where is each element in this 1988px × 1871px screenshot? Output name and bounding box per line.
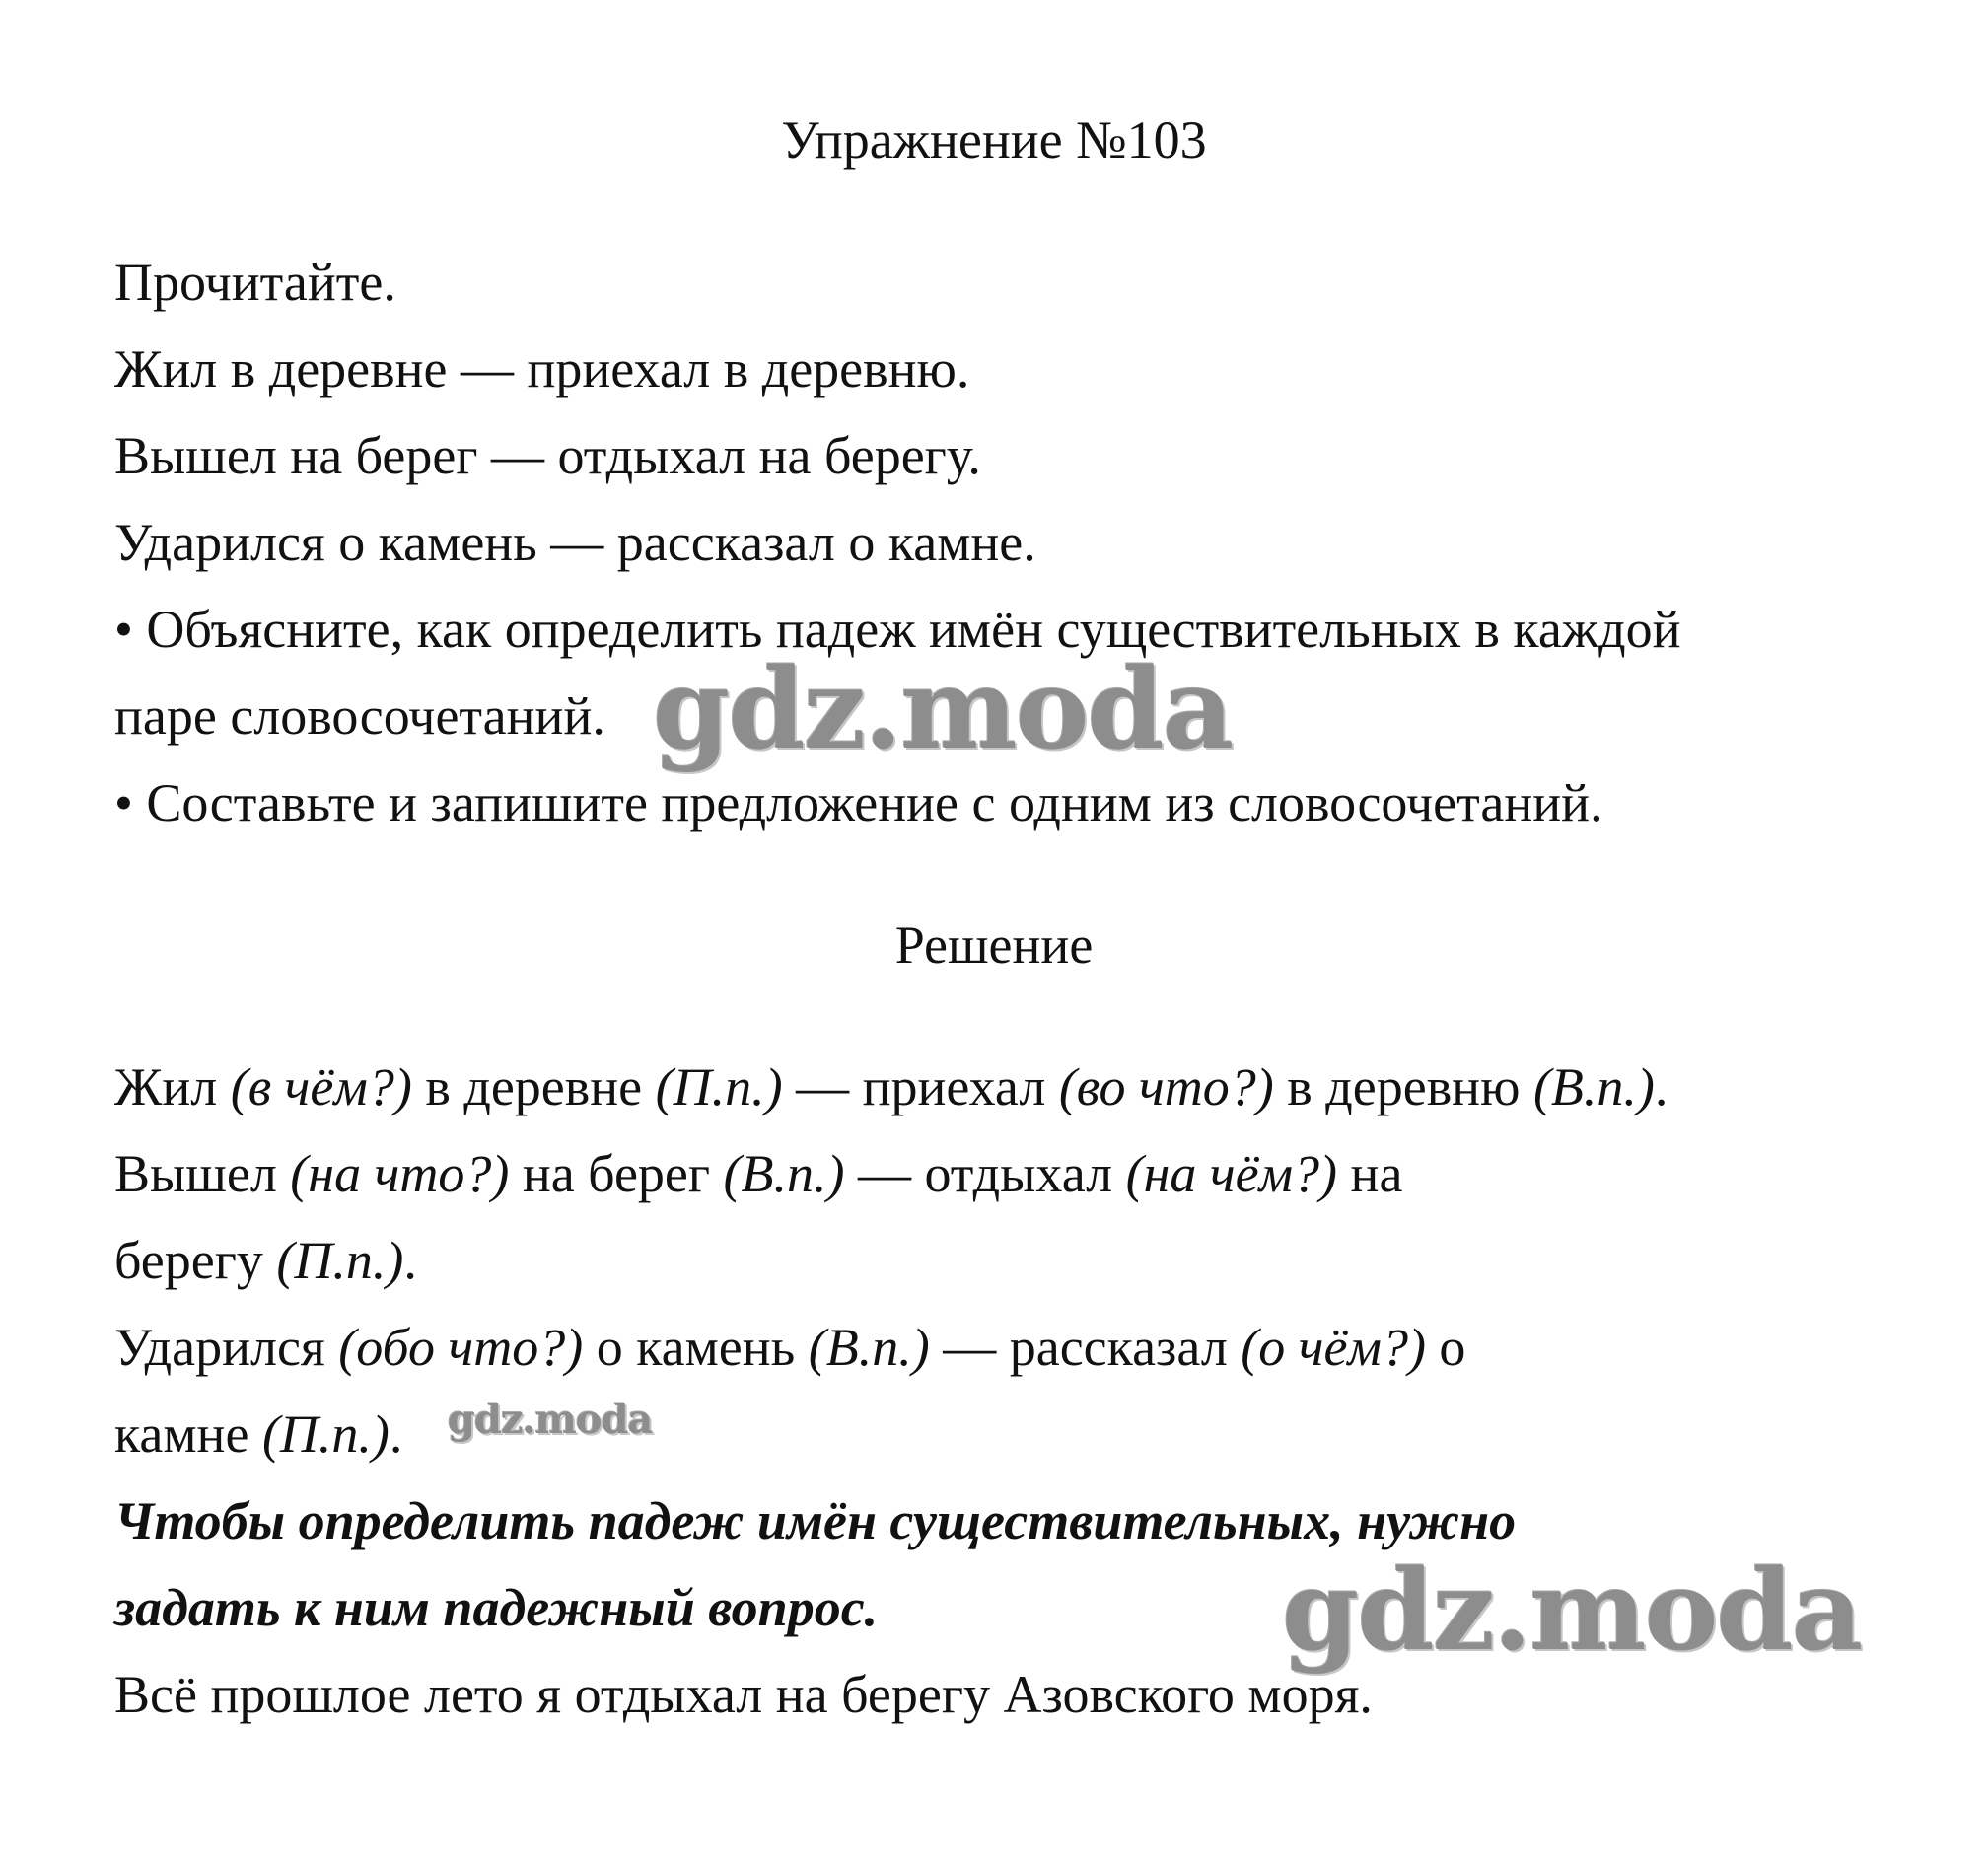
case-label: (П.п.) bbox=[655, 1057, 783, 1116]
text: . bbox=[1654, 1057, 1668, 1116]
task-bullet-1-line-2: паре словосочетаний. bbox=[114, 686, 605, 746]
case-question: (в чём?) bbox=[230, 1057, 412, 1116]
text: о bbox=[1425, 1318, 1466, 1377]
text: на bbox=[1337, 1144, 1403, 1203]
case-label: (В.п.) bbox=[1532, 1057, 1655, 1116]
watermark-logo: gdz.moda bbox=[448, 1397, 653, 1443]
text: . bbox=[403, 1231, 417, 1290]
task-line-3: Ударился о камень — рассказал о камне. bbox=[114, 513, 1036, 572]
task-instruction: Прочитайте. bbox=[114, 252, 396, 312]
watermark-logo: gdz.moda bbox=[653, 645, 1233, 774]
solution-heading: Решение bbox=[894, 915, 1094, 974]
text: камне bbox=[114, 1404, 262, 1464]
task-bullet-1-line-1: • Объясните, как определить падеж имён существительных в каждой bbox=[114, 600, 1681, 659]
text: — рассказал bbox=[929, 1318, 1242, 1377]
text: — приехал bbox=[782, 1057, 1059, 1116]
page-title: Упражнение №103 bbox=[781, 110, 1207, 170]
solution-line-4 bbox=[114, 1316, 1465, 1379]
text: в деревню bbox=[1273, 1057, 1533, 1116]
text: Ударился bbox=[114, 1318, 339, 1377]
text: берегу bbox=[114, 1231, 277, 1290]
case-label: (В.п.) bbox=[808, 1318, 930, 1377]
case-question: (на что?) bbox=[290, 1144, 510, 1203]
text: Вышел bbox=[114, 1144, 291, 1203]
task-line-2: Вышел на берег — отдыхал на берегу. bbox=[114, 426, 981, 485]
solution-line-1 bbox=[114, 1055, 1668, 1118]
text: на берег bbox=[509, 1144, 724, 1203]
rule-line-1: Чтобы определить падеж имён существительных, нужно bbox=[114, 1491, 1517, 1550]
rule-line-2: задать к ним падежный вопрос. bbox=[114, 1578, 879, 1637]
text: о камень bbox=[583, 1318, 809, 1377]
text: в деревне bbox=[411, 1057, 656, 1116]
case-label: (В.п.) bbox=[723, 1144, 845, 1203]
case-label: (П.п.) bbox=[276, 1231, 404, 1290]
case-question: (на чём?) bbox=[1125, 1144, 1338, 1203]
task-bullet-2: • Составьте и запишите предложение с одним из словосочетаний. bbox=[114, 773, 1603, 832]
case-question: (во что?) bbox=[1058, 1057, 1274, 1116]
example-sentence: Всё прошлое лето я отдыхал на берегу Азовского моря. bbox=[114, 1665, 1373, 1724]
text: . bbox=[389, 1404, 403, 1464]
solution-line-2 bbox=[114, 1142, 1402, 1205]
solution-line-3 bbox=[114, 1229, 417, 1292]
watermark-logo: gdz.moda bbox=[1282, 1547, 1862, 1676]
case-question: (обо что?) bbox=[338, 1318, 584, 1377]
task-line-1: Жил в деревне — приехал в деревню. bbox=[114, 339, 970, 398]
text: Жил bbox=[114, 1057, 231, 1116]
text: — отдыхал bbox=[844, 1144, 1126, 1203]
case-question: (о чём?) bbox=[1241, 1318, 1426, 1377]
solution-line-5 bbox=[114, 1403, 402, 1466]
case-label: (П.п.) bbox=[261, 1404, 390, 1464]
